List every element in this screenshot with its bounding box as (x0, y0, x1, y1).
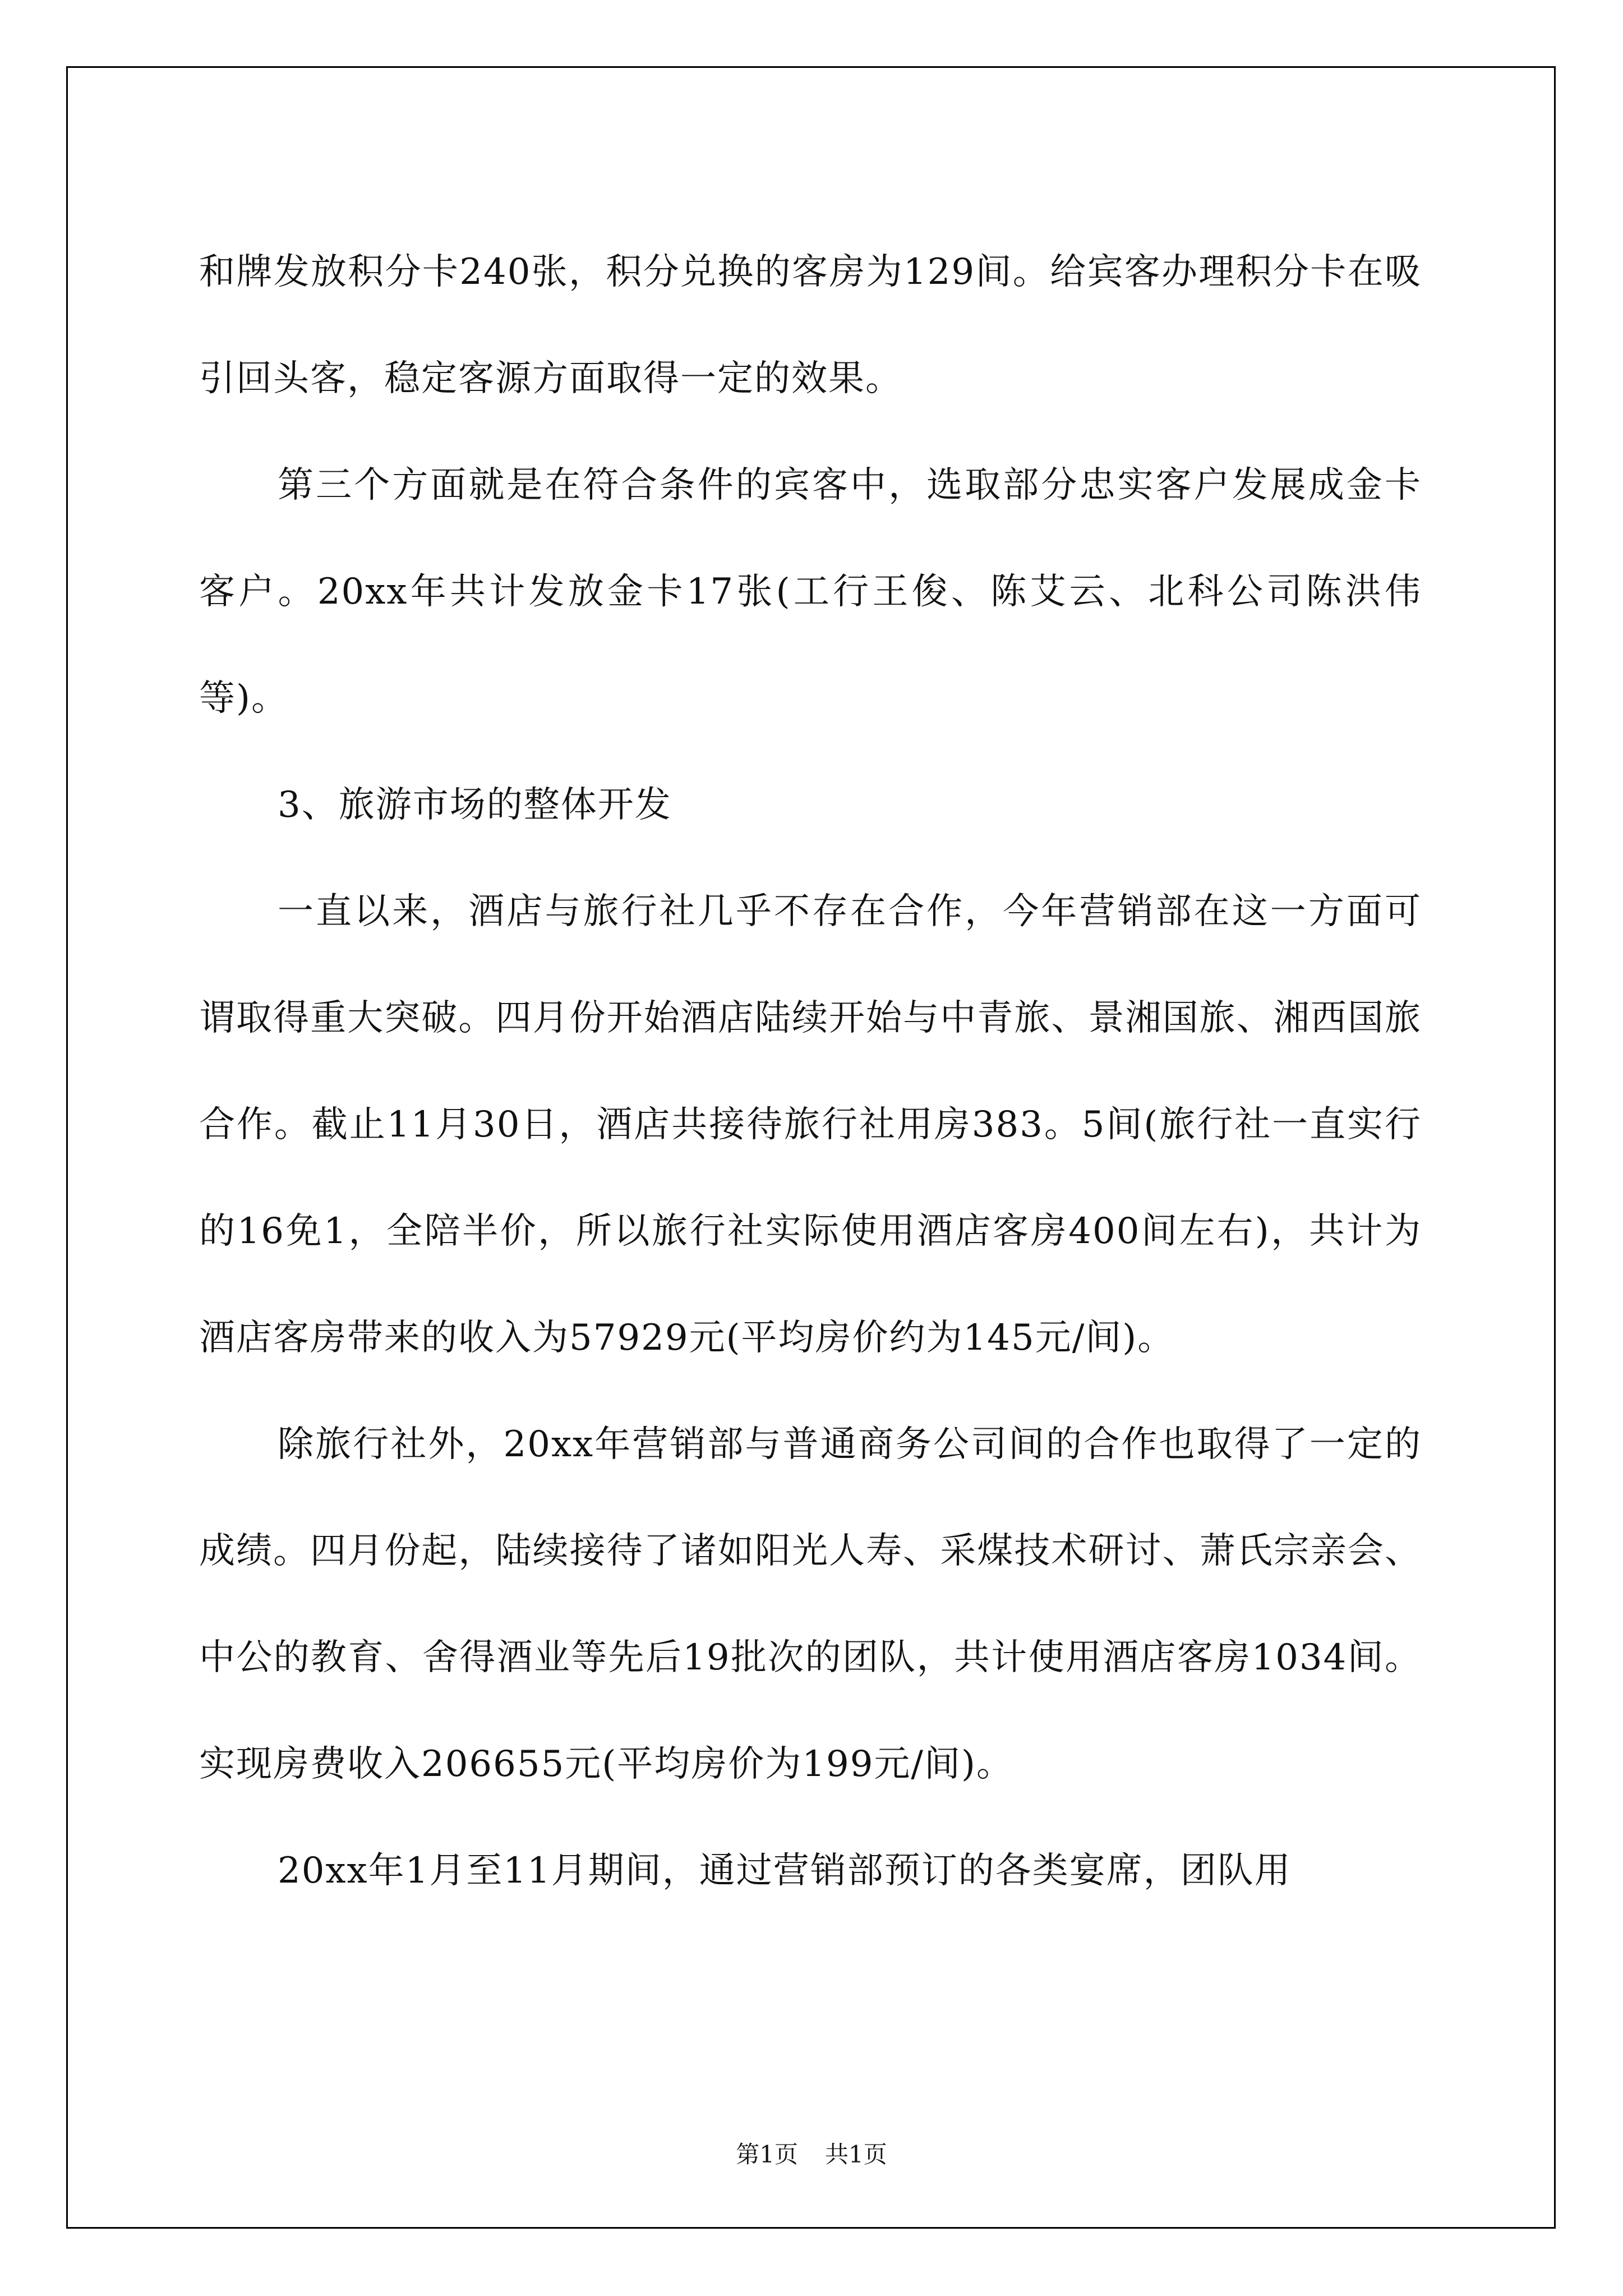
section-heading-tourism: 3、旅游市场的整体开发 (278, 784, 672, 826)
paragraph-4: 除旅行社外，20xx年营销部与普通商务公司间的合作也取得了一定的成绩。四月份起，陆续接待了诸如阳光人寿、采煤技术研讨、萧氏宗亲会、中公的教育、舍得酒业等先后19批次的团队，共计使用酒店客房1034间。实现房费收入206655元(平均房价为199元/间)。 (199, 1424, 1422, 1785)
page-total: 共1页 (825, 2141, 887, 2168)
paragraph-2: 第三个方面就是在符合条件的宾客中，选取部分忠实客户发展成金卡客户。20xx年共计发放金卡17张(工行王俊、陈艾云、北科公司陈洪伟等)。 (199, 464, 1422, 719)
page-footer (0, 2136, 1623, 2170)
paragraph-5: 20xx年1月至11月期间，通过营销部预订的各类宴席，团队用 (278, 1850, 1292, 1892)
document-body (199, 219, 1422, 1924)
paragraph-3: 一直以来，酒店与旅行社几乎不存在合作，今年营销部在这一方面可谓取得重大突破。四月份开始酒店陆续开始与中青旅、景湘国旅、湘西国旅合作。截止11月30日，酒店共接待旅行社用房383。5间(旅行社一直实行的16免1，全陪半价，所以旅行社实际使用酒店客房400间左右)，共计为酒店客房带来的收入为57929元(平均房价约为145元/间)。 (199, 891, 1422, 1359)
paragraph-1: 和牌发放积分卡240张，积分兑换的客房为129间。给宾客办理积分卡在吸引回头客，稳定客源方面取得一定的效果。 (199, 251, 1422, 399)
page-number: 第1页 (736, 2141, 798, 2168)
